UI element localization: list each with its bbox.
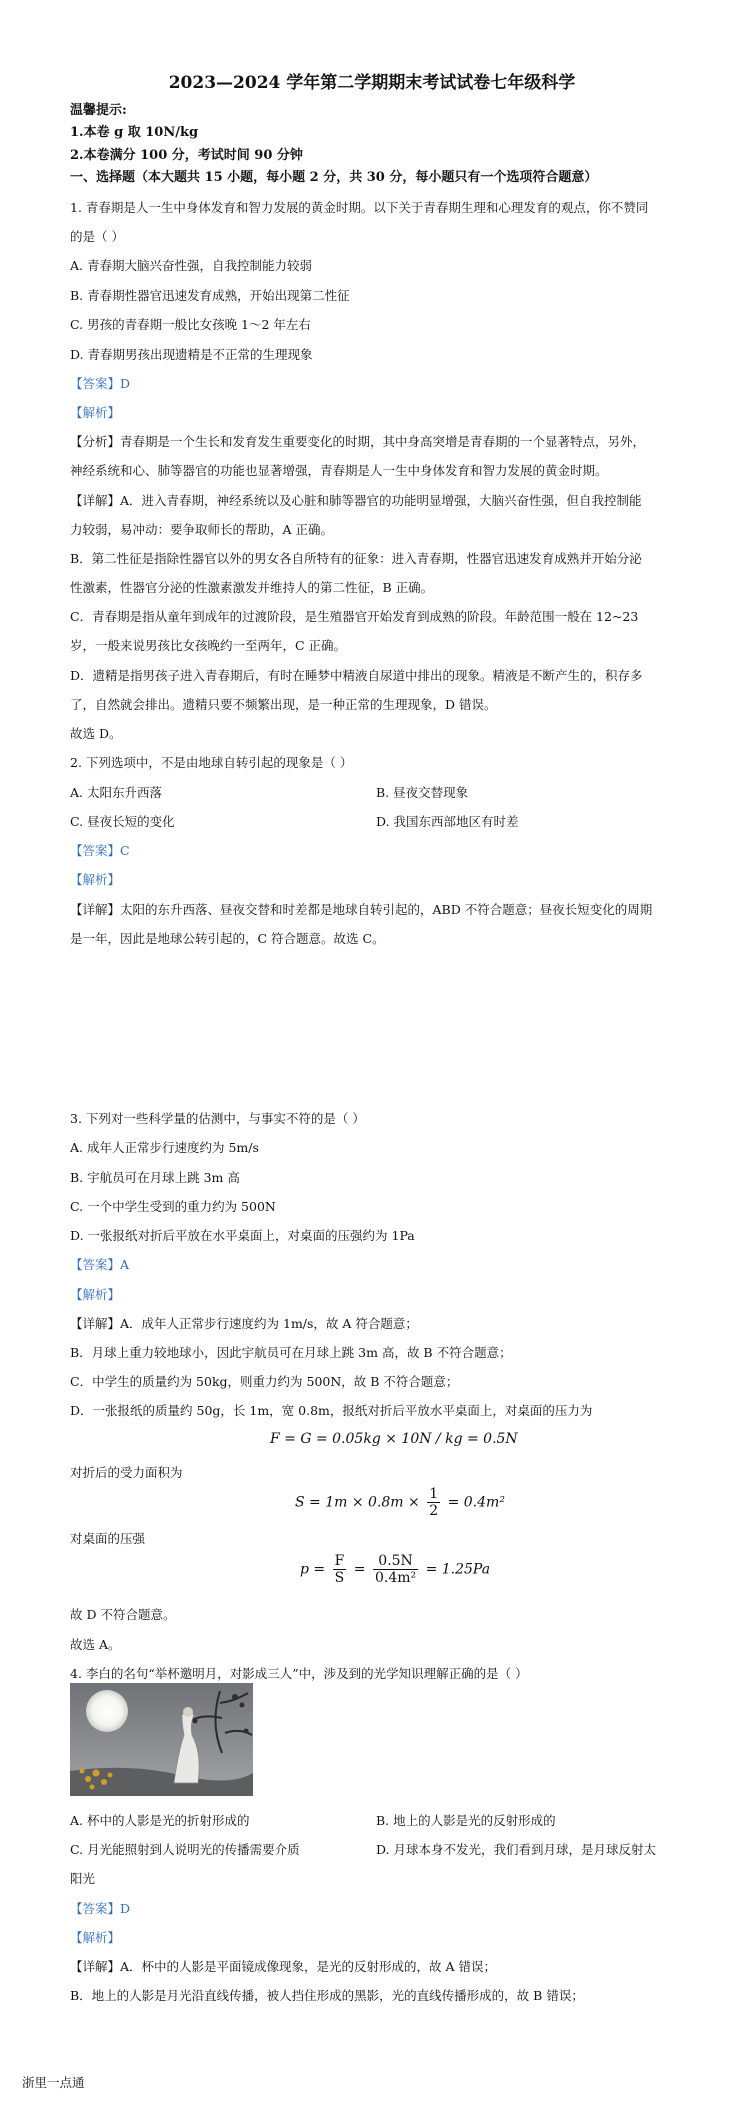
section-heading: 一、选择题（本大题共 15 小题，每小题 2 分，共 30 分，每小题只有一个选项符合题意）: [70, 170, 598, 185]
option-c: C. 月光能照射到人说明光的传播需要介质: [70, 1842, 300, 1857]
option-a: A. 成年人正常步行速度约为 5m/s: [70, 1140, 259, 1155]
fraction-numerator: F: [334, 1553, 345, 1569]
notice-title: 温馨提示:: [70, 103, 127, 118]
formula-part: = 1.25Pa: [425, 1561, 491, 1578]
question-stem: 2. 下列选项中，不是由地球自转引起的现象是（ ）: [70, 755, 353, 770]
detail-text: 是一年，因此是地球公转引起的，C 符合题意。故选 C。: [70, 931, 385, 946]
detail-text: B．地上的人影是月光沿直线传播，被人挡住形成的黑影，光的直线传播形成的，故 B 错误；: [70, 1988, 584, 2003]
fraction-denominator: 2: [429, 1503, 439, 1519]
question-stem: 3. 下列对一些科学量的估测中，与事实不符的是（ ）: [70, 1111, 365, 1126]
question-stem: 1. 青春期是人一生中身体发育和智力发展的黄金时期。以下关于青春期生理和心理发育的观点，你不赞同: [70, 200, 649, 215]
option-b: B. 青春期性器官迅速发育成熟，开始出现第二性征: [70, 288, 350, 303]
detail-text: 岁，一般来说男孩比女孩晚约一至两年，C 正确。: [70, 638, 347, 653]
option-d: D. 我国东西部地区有时差: [376, 814, 519, 829]
option-c: C. 男孩的青春期一般比女孩晚 1～2 年左右: [70, 317, 311, 332]
formula-label: 对桌面的压强: [70, 1531, 146, 1546]
option-b: B. 地上的人影是光的反射形成的: [376, 1813, 556, 1828]
page-title: 2023—2024 学年第二学期期末考试试卷七年级科学: [168, 73, 576, 93]
option-d-continued: 阳光: [70, 1871, 96, 1886]
option-d: D. 青春期男孩出现遗精是不正常的生理现象: [70, 347, 313, 362]
detail-text: 力较弱，易冲动：要争取师长的帮助，A 正确。: [70, 522, 334, 537]
fraction-numerator: 0.5N: [373, 1553, 418, 1570]
formula-part: p =: [300, 1561, 326, 1578]
option-d: D. 月球本身不发光，我们看到月球，是月球反射太: [376, 1842, 657, 1857]
formula-pressure: [300, 1553, 490, 1586]
option-a: A. 青春期大脑兴奋性强，自我控制能力较弱: [70, 258, 312, 273]
analysis-text: 神经系统和心、肺等器官的功能也显著增强，青春期是人一生中身体发育和智力发展的黄金时期。: [70, 463, 608, 478]
detail-text: 故 D 不符合题意。: [70, 1607, 176, 1622]
analysis-label: 【解析】: [70, 872, 121, 887]
moon-icon: [86, 1690, 128, 1732]
fraction: [333, 1553, 347, 1586]
formula-label: 对折后的受力面积为: [70, 1465, 183, 1480]
notice-item: 1.本卷 g 取 10N/kg: [70, 125, 199, 140]
detail-text: C．青春期是指从童年到成年的过渡阶段，是生殖器官开始发育到成熟的阶段。年龄范围一般在 12~23: [70, 609, 639, 624]
answer-label: 【答案】D: [70, 1901, 131, 1916]
moon-poet-illustration: [70, 1683, 253, 1796]
analysis-label: 【解析】: [70, 405, 121, 420]
formula-part: =: [353, 1561, 366, 1578]
option-a: A. 太阳东升西落: [70, 785, 162, 800]
option-d: D. 一张报纸对折后平放在水平桌面上，对桌面的压强约为 1Pa: [70, 1228, 415, 1243]
option-b: B. 宇航员可在月球上跳 3m 高: [70, 1170, 240, 1185]
detail-text: D．遗精是指男孩子进入青春期后，有时在睡梦中精液自尿道中排出的现象。精液是不断产生的，积存多: [70, 668, 643, 683]
fraction-numerator: 1: [429, 1486, 439, 1502]
detail-text: 【详解】太阳的东升西落、昼夜交替和时差都是地球自转引起的，ABD 不符合题意；昼夜长短变化的周期: [70, 902, 653, 917]
footer-watermark: 浙里一点通: [22, 2075, 85, 2090]
answer-label: 【答案】A: [70, 1257, 130, 1272]
detail-text: B．第二性征是指除性器官以外的男女各自所特有的征象：进入青春期，性器官迅速发育成熟并开始分泌: [70, 551, 642, 566]
fraction: [427, 1486, 440, 1519]
option-c: C. 一个中学生受到的重力约为 500N: [70, 1199, 276, 1214]
detail-text: 【详解】A．杯中的人影是平面镜成像现象，是光的反射形成的，故 A 错误；: [70, 1959, 497, 1974]
question-stem: 4. 李白的名句“举杯邀明月，对影成三人”中，涉及到的光学知识理解正确的是（ ）: [70, 1666, 528, 1681]
formula-force: F = G = 0.05kg × 10N / kg = 0.5N: [270, 1431, 518, 1447]
fraction: [373, 1553, 418, 1586]
detail-text: D．一张报纸的质量约 50g，长 1m，宽 0.8m，报纸对折后平放水平桌面上，对桌面的压力为: [70, 1403, 593, 1418]
analysis-label: 【解析】: [70, 1287, 121, 1302]
detail-text: 【详解】A．成年人正常步行速度约为 1m/s，故 A 符合题意；: [70, 1316, 418, 1331]
answer-label: 【答案】D: [70, 376, 131, 391]
detail-text: C．中学生的质量约为 50kg，则重力约为 500N，故 B 不符合题意；: [70, 1374, 459, 1389]
fraction-denominator: 0.4m²: [374, 1570, 417, 1586]
conclusion-text: 故选 A。: [70, 1637, 121, 1652]
option-b: B. 昼夜交替现象: [376, 785, 469, 800]
analysis-text: 【分析】青春期是一个生长和发育发生重要变化的时期，其中身高突增是青春期的一个显著特点，另外，: [70, 434, 646, 449]
detail-text: 【详解】A．进入青春期，神经系统以及心脏和肺等器官的功能明显增强，大脑兴奋性强，但自我控制能: [70, 493, 642, 508]
option-a: A. 杯中的人影是光的折射形成的: [70, 1813, 250, 1828]
formula-part: = 0.4m²: [447, 1494, 505, 1511]
detail-text: 性激素，性器官分泌的性激素激发并维持人的第二性征，B 正确。: [70, 580, 434, 595]
conclusion-text: 故选 D。: [70, 726, 122, 741]
fraction-denominator: S: [334, 1570, 345, 1586]
detail-text: B．月球上重力较地球小，因此宇航员可在月球上跳 3m 高，故 B 不符合题意；: [70, 1345, 512, 1360]
notice-item: 2.本卷满分 100 分，考试时间 90 分钟: [70, 148, 303, 163]
analysis-label: 【解析】: [70, 1930, 121, 1945]
answer-label: 【答案】C: [70, 843, 130, 858]
formula-area: [295, 1486, 505, 1519]
option-c: C. 昼夜长短的变化: [70, 814, 175, 829]
detail-text: 了，自然就会排出。遗精只要不频繁出现，是一种正常的生理现象，D 错误。: [70, 697, 497, 712]
formula-part: S = 1m × 0.8m ×: [295, 1494, 420, 1511]
question-stem: 的是（ ）: [70, 229, 124, 244]
